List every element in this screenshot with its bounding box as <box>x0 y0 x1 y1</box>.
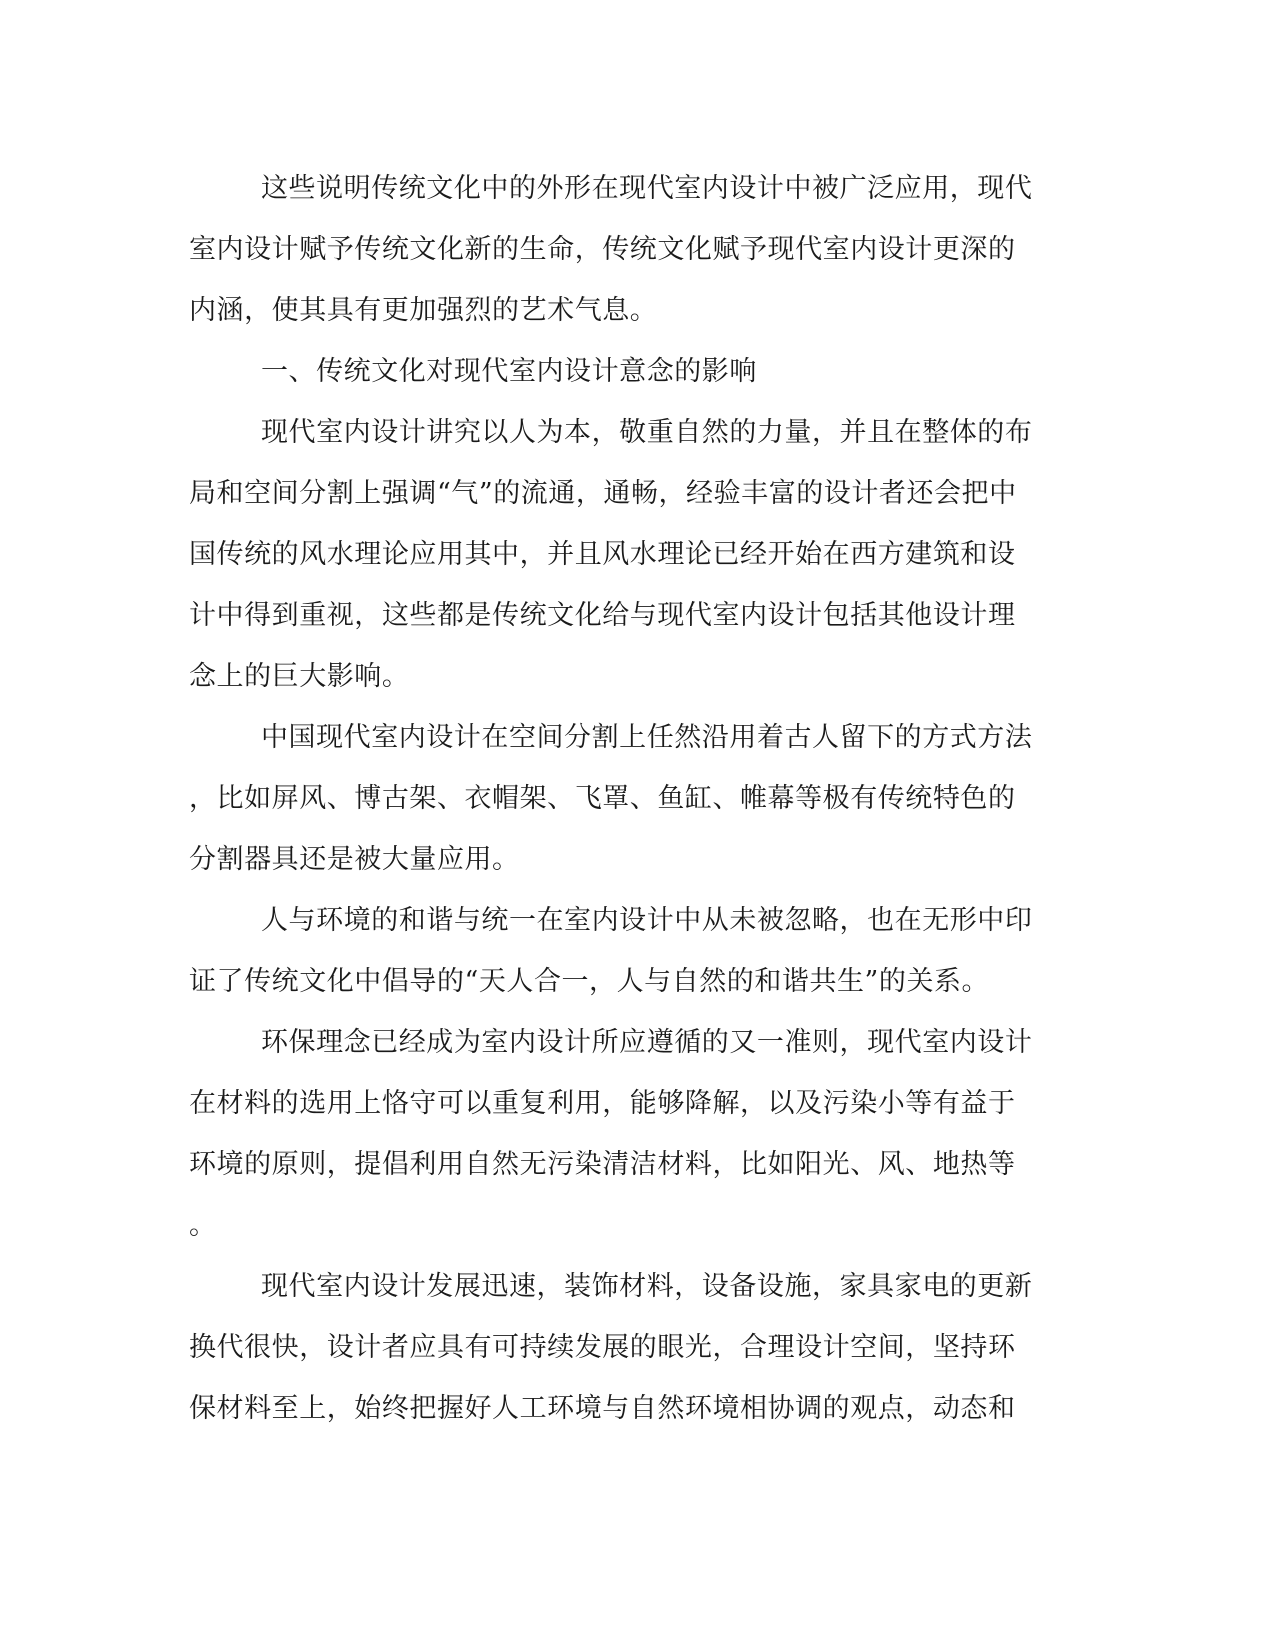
text-line: 环保理念已经成为室内设计所应遵循的又一准则，现代室内设计 <box>261 1027 1033 1058</box>
text-line: 人与环境的和谐与统一在室内设计中从未被忽略，也在无形中印 <box>261 905 1033 936</box>
text-line: 室内设计赋予传统文化新的生命，传统文化赋予现代室内设计更深的 <box>189 234 1016 265</box>
document-body <box>189 158 1069 1439</box>
text-line: 现代室内设计发展迅速，装饰材料，设备设施，家具家电的更新 <box>261 1271 1033 1302</box>
text-line: 在材料的选用上恪守可以重复利用，能够降解，以及污染小等有益于 <box>189 1088 1016 1119</box>
text-line: 局和空间分割上强调“气”的流通，通畅，经验丰富的设计者还会把中 <box>189 478 1017 509</box>
text-line: 保材料至上，始终把握好人工环境与自然环境相协调的观点，动态和 <box>189 1393 1016 1424</box>
text-line: ，比如屏风、博古架、衣帽架、飞罩、鱼缸、帷幕等极有传统特色的 <box>189 783 1016 814</box>
text-line: 这些说明传统文化中的外形在现代室内设计中被广泛应用，现代 <box>261 173 1033 204</box>
text-line: 环境的原则，提倡利用自然无污染清洁材料，比如阳光、风、地热等 <box>189 1149 1016 1180</box>
text-line: 中国现代室内设计在空间分割上任然沿用着古人留下的方式方法 <box>261 722 1033 753</box>
text-line: 现代室内设计讲究以人为本，敬重自然的力量，并且在整体的布 <box>261 417 1033 448</box>
text-line: 计中得到重视，这些都是传统文化给与现代室内设计包括其他设计理 <box>189 600 1016 631</box>
text-line: 内涵，使其具有更加强烈的艺术气息。 <box>189 295 658 326</box>
text-line: 证了传统文化中倡导的“天人合一，人与自然的和谐共生”的关系。 <box>189 966 990 997</box>
text-line: 。 <box>189 1210 217 1241</box>
section-heading: 一、传统文化对现代室内设计意念的影响 <box>261 356 757 387</box>
text-line: 念上的巨大影响。 <box>189 661 410 692</box>
text-line: 分割器具还是被大量应用。 <box>189 844 520 875</box>
text-line: 换代很快，设计者应具有可持续发展的眼光，合理设计空间，坚持环 <box>189 1332 1016 1363</box>
text-line: 国传统的风水理论应用其中，并且风水理论已经开始在西方建筑和设 <box>189 539 1016 570</box>
